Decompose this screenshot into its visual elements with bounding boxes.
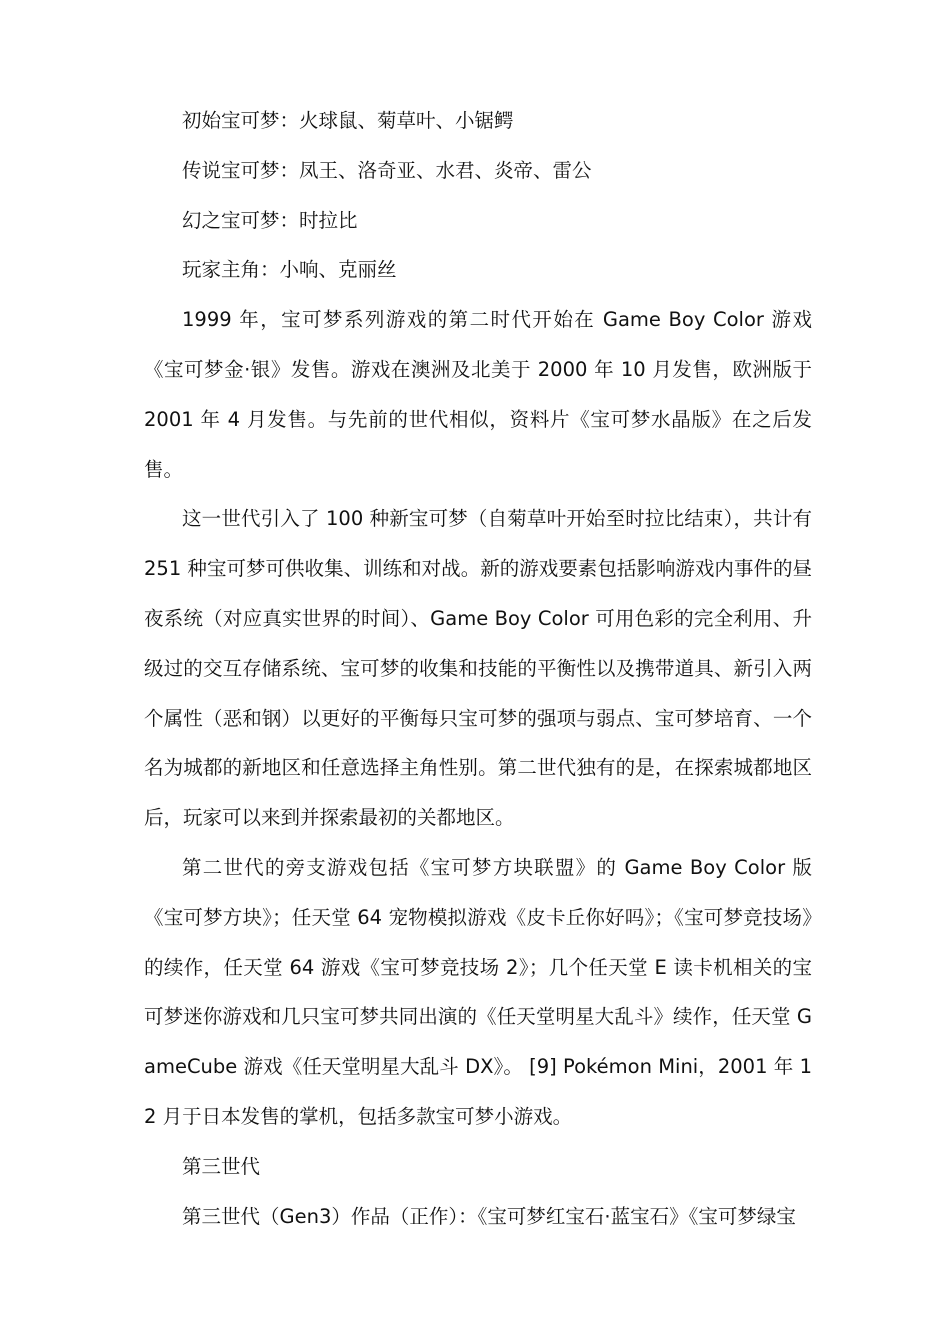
gen2-release-paragraph: 1999 年，宝可梦系列游戏的第二时代开始在 Game Boy Color 游戏《宝可梦金·银》发售。游戏在澳洲及北美于 2000 年 10 月发售，欧洲版于 2001 年 4 月发售。与先前的世代相似，资料片《宝可梦水晶版》在之后发售。 xyxy=(144,308,812,481)
gen2-features-paragraph: 这一世代引入了 100 种新宝可梦（自菊草叶开始至时拉比结束），共计有 251 种宝可梦可供收集、训练和对战。新的游戏要素包括影响游戏内事件的昼夜系统（对应真实世界的时间）、Game Boy Color 可用色彩的完全利用、升级过的交互存储系统、宝可梦的收集和技能的平衡性以及携带道具、新引入两个属性（恶和钢）以更好的平衡每只宝可梦的强项与弱点、宝可梦培育、一个名为城都的新地区和任意选择主角性别。第二世代独有的是，在探索城都地区后，玩家可以来到并探索最初的关都地区。 xyxy=(144,507,812,830)
mythical-pokemon-line: 幻之宝可梦：时拉比 xyxy=(182,208,358,232)
starter-pokemon-line: 初始宝可梦：火球鼠、菊草叶、小锯鳄 xyxy=(182,109,514,132)
player-character-line: 玩家主角：小响、克丽丝 xyxy=(182,258,397,282)
gen2-spinoffs-paragraph: 第二世代的旁支游戏包括《宝可梦方块联盟》的 Game Boy Color 版《宝可梦方块》；任天堂 64 宠物模拟游戏《皮卡丘你好吗》；《宝可梦竞技场》的续作，任天堂 64 游戏《宝可梦竞技场 2》；几个任天堂 E 读卡机相关的宝可梦迷你游戏和几只宝可梦共同出演的《任天堂明星大乱斗》续作，任天堂 GameCube 游戏《任天堂明星大乱斗 DX》。 [9] Pokémon Mini，2001 年 12 月于日本发售的掌机，包括多款宝可梦小游戏。 xyxy=(144,855,812,1128)
legendary-pokemon-line: 传说宝可梦：凤王、洛奇亚、水君、炎帝、雷公 xyxy=(182,158,592,182)
gen3-works-paragraph: 第三世代（Gen3）作品（正作）：《宝可梦红宝石·蓝宝石》《宝可梦绿宝 xyxy=(182,1204,796,1228)
document-body xyxy=(144,96,812,1241)
gen3-heading: 第三世代 xyxy=(182,1154,261,1178)
